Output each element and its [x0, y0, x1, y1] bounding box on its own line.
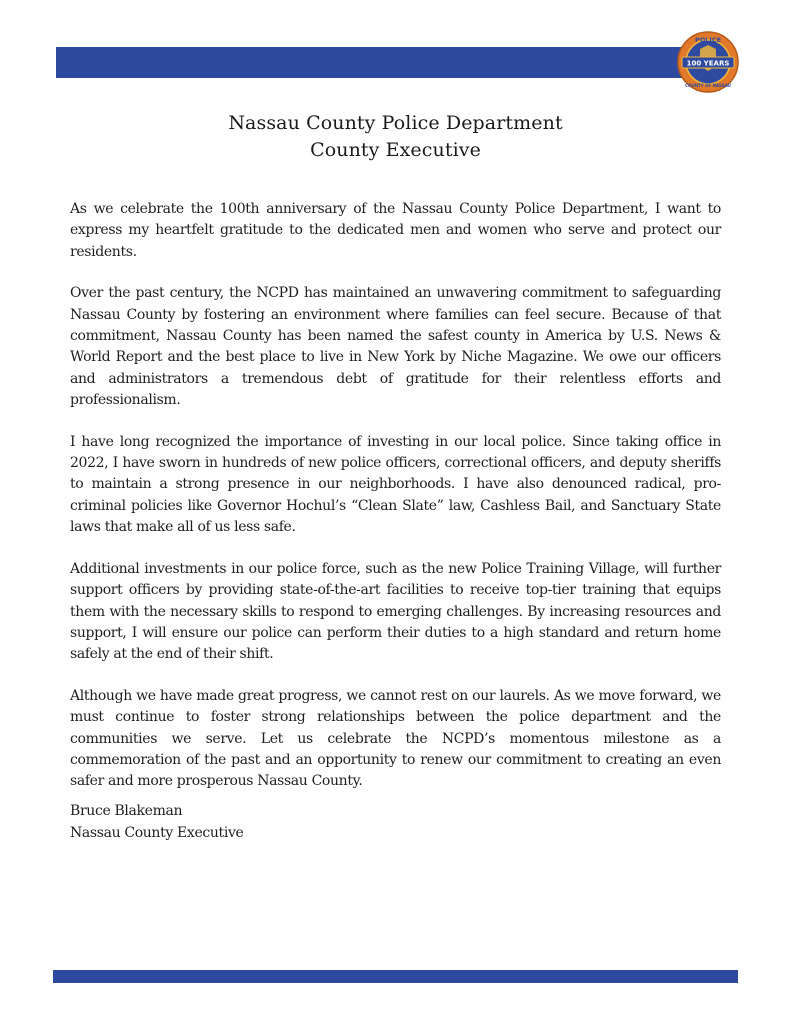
- police-badge-icon: [676, 30, 740, 94]
- svg-text:COUNTY OF NASSAU: COUNTY OF NASSAU: [685, 83, 731, 88]
- paragraph: Additional investments in our police force, such as the new Police Training Village, will further support officers by providing state-of-the-art facilities to receive top-tier training that equips them with the necessary skills to respond to emerging challenges. By increasing resources and support, I will ensure our police can perform their duties to a high standard and return home safely at the end of their shift.: [70, 560, 721, 663]
- signature-name: Bruce Blakeman: [70, 803, 183, 819]
- letter-body: [70, 199, 721, 813]
- paragraph: I have long recognized the importance of investing in our local police. Since taking office in 2022, I have sworn in hundreds of new police officers, correctional officers, and deputy sheriffs to maintain a strong presence in our neighborhoods. I have also denounced radical, pro-criminal policies like Governor Hochul’s “Clean Slate” law, Cashless Bail, and Sanctuary State laws that make all of us less safe.: [70, 433, 721, 536]
- svg-text:100 YEARS: 100 YEARS: [686, 59, 730, 68]
- heading-line-department: Nassau County Police Department: [228, 112, 563, 134]
- header-bar: [56, 47, 707, 78]
- signature-block: [70, 800, 721, 844]
- paragraph: Over the past century, the NCPD has maintained an unwavering commitment to safeguarding Nassau County by fostering an environment where families can feel secure. Because of that commitment, Nassau County has been named the safest county in America by U.S. News & World Report and the best place to live in New York by Niche Magazine. We owe our officers and administrators a tremendous debt of gratitude for their relentless efforts and professionalism.: [70, 285, 721, 409]
- footer-bar: [53, 970, 738, 983]
- paragraph: As we celebrate the 100th anniversary of the Nassau County Police Department, I want to express my heartfelt gratitude to the dedicated men and women who serve and protect our residents.: [70, 201, 721, 260]
- letter-heading: [0, 110, 791, 164]
- paragraph: Although we have made great progress, we cannot rest on our laurels. As we move forward, we must continue to foster strong relationships between the police department and the communities we serve. Let us celebrate the NCPD’s momentous milestone as a commemoration of the past and an opportunity to renew our commitment to creating an even safer and more prosperous Nassau County.: [70, 687, 721, 790]
- heading-line-executive: County Executive: [310, 139, 481, 161]
- police-seal-logo: [676, 30, 740, 94]
- svg-text:POLICE: POLICE: [694, 36, 722, 44]
- signature-title: Nassau County Executive: [70, 825, 244, 841]
